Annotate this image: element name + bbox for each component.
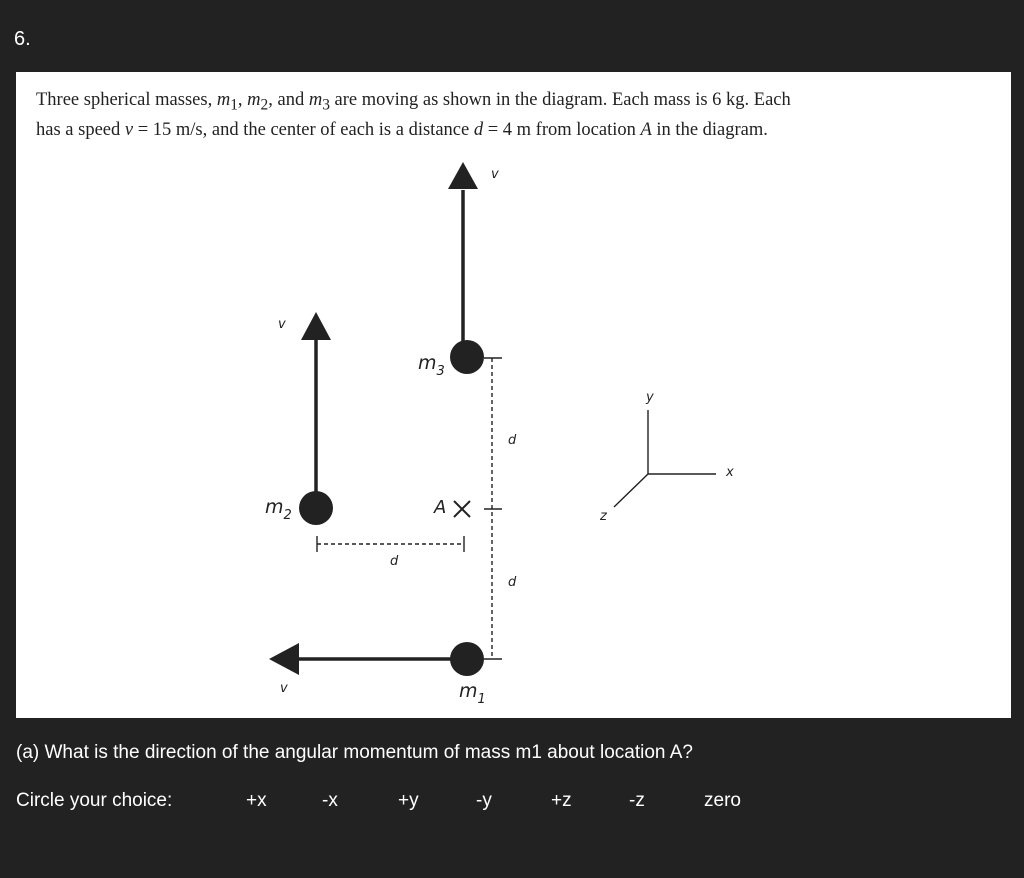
v-symbol: v (124, 119, 134, 140)
z-axis (614, 474, 648, 507)
text: Three spherical masses, (36, 90, 217, 110)
text: = 15 m/s, and the center of each is a distance (133, 119, 474, 140)
m3-label (418, 352, 445, 379)
y-axis-label: y (646, 390, 654, 405)
m1-symbol: m (216, 90, 231, 110)
text: are moving as shown in the diagram. Each mass is 6 kg. Each (329, 90, 791, 110)
m1-label (459, 680, 486, 707)
choice-minus-y[interactable]: -y (476, 790, 492, 811)
motion-diagram (16, 72, 1011, 718)
m2-label (265, 496, 292, 523)
A-symbol: A (640, 119, 652, 140)
m2-symbol: m (247, 90, 261, 110)
m1-label-subscript: 1 (477, 692, 486, 707)
d-symbol: d (473, 119, 484, 140)
m2-velocity-arrowhead (301, 312, 331, 340)
mass-m1 (450, 642, 484, 676)
choice-plus-z[interactable]: +z (551, 790, 572, 811)
choice-prompt-label: Circle your choice: (16, 790, 173, 811)
question-number: 6. (14, 28, 31, 50)
m3-symbol: m (308, 90, 323, 110)
m2-velocity-label: v (278, 317, 286, 332)
problem-figure-panel (16, 72, 1011, 718)
location-A-cross-mark (454, 501, 470, 517)
text: in the diagram. (651, 119, 768, 140)
mass-m3 (450, 340, 484, 374)
part-a-question: (a) What is the direction of the angular momentum of mass m1 about location A? (16, 742, 693, 763)
m2-subscript: 2 (260, 96, 269, 114)
lower-distance-label: d (508, 575, 517, 590)
x-axis-label: x (726, 465, 734, 480)
choice-minus-z[interactable]: -z (629, 790, 645, 811)
m3-label-letter: m (418, 352, 437, 374)
m1-velocity-label: v (280, 681, 288, 696)
choice-minus-x[interactable]: -x (322, 790, 338, 811)
choice-plus-x[interactable]: +x (246, 790, 267, 811)
choice-plus-y[interactable]: +y (398, 790, 419, 811)
m3-subscript: 3 (322, 96, 330, 114)
m1-label-letter: m (459, 680, 478, 702)
text: , and (268, 90, 309, 110)
m3-velocity-arrowhead (448, 162, 478, 189)
text: has a speed (36, 119, 125, 140)
m2-label-subscript: 2 (283, 508, 292, 523)
text: = 4 m from location (483, 119, 641, 140)
choice-zero[interactable]: zero (704, 790, 741, 811)
m1-velocity-arrowhead (269, 643, 299, 675)
coordinate-axes (614, 410, 716, 507)
text: , (237, 90, 248, 110)
m1-subscript: 1 (230, 96, 238, 114)
upper-distance-label: d (508, 433, 517, 448)
z-axis-label: z (600, 509, 607, 524)
m3-label-subscript: 3 (436, 364, 445, 379)
horizontal-distance-label: d (390, 554, 399, 569)
answer-choices-row (16, 790, 816, 816)
location-A-label: A (434, 497, 447, 518)
m3-velocity-label: v (491, 167, 499, 182)
mass-m2 (299, 491, 333, 525)
m2-label-letter: m (265, 496, 284, 518)
